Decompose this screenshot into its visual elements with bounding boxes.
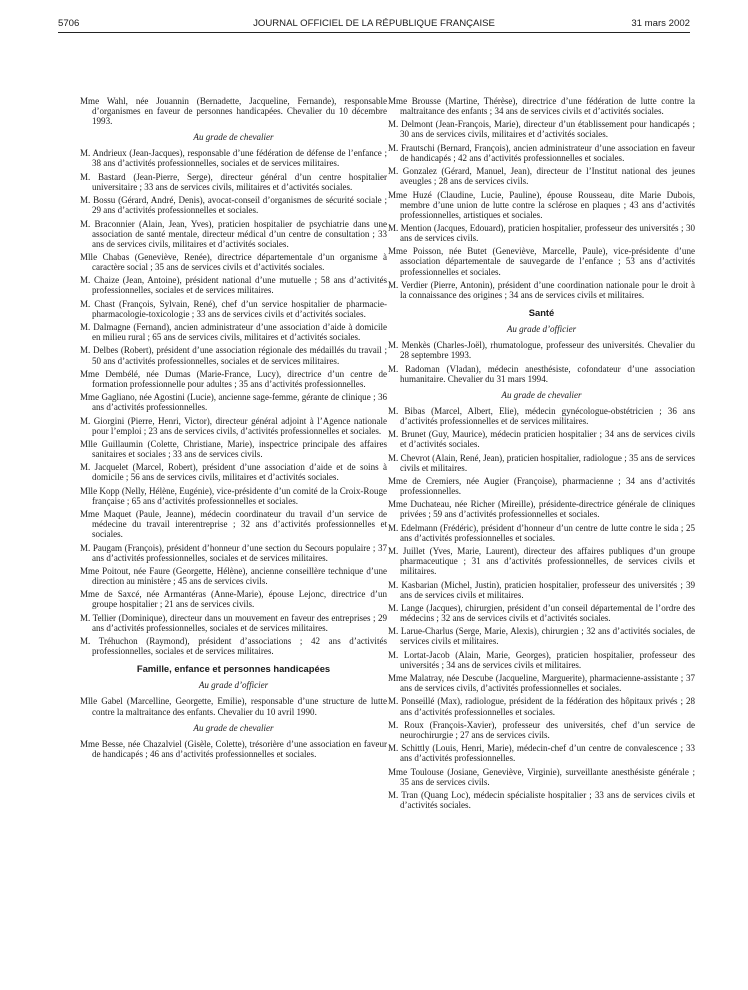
nomination-entry: M. Andrieux (Jean-Jacques), responsable d’une fédération de défense de l’enfance ; 38 ans d’activités professionnelles, sociales et de services militaires. — [80, 148, 387, 169]
nomination-entry: M. Schittly (Louis, Henri, Marie), médecin-chef d’un centre de convalescence ; 33 ans d’activités professionnelles. — [388, 743, 695, 764]
nomination-entry: M. Jacquelet (Marcel, Robert), président d’une association d’aide et de soins à domicile ; 56 ans de services civils, militaires et d’activités sociales. — [80, 462, 387, 483]
nomination-entry: Mme Gagliano, née Agostini (Lucie), ancienne sage-femme, gérante de clinique ; 36 ans d’activités professionnelles. — [80, 392, 387, 413]
grade-heading: Au grade de chevalier — [193, 132, 274, 143]
nomination-entry: M. Chast (François, Sylvain, René), chef d’un service hospitalier de pharmacie-pharmacologie-toxicologie ; 33 ans de services civils et d’activités sociales. — [80, 298, 387, 319]
nomination-entry: M. Bibas (Marcel, Albert, Elie), médecin gynécologue-obstétricien ; 36 ans d’activités professionnelles et de services militaires. — [388, 405, 695, 426]
nomination-entry: M. Chevrot (Alain, René, Jean), praticien hospitalier, radiologue ; 35 ans de services civils et militaires. — [388, 452, 695, 473]
right-column — [388, 96, 695, 813]
nomination-entry: M. Verdier (Pierre, Antonin), président d’une coordination nationale pour le droit à la connaissance des origines ; 34 ans de services civils et militaires. — [388, 279, 695, 300]
grade-heading: Au grade de chevalier — [501, 389, 582, 400]
nomination-entry: Mme Poisson, née Butet (Geneviève, Marcelle, Paule), vice-présidente d’une association départementale de sauvegarde de l’enfance ; 53 ans d’activités professionnelles et sociales. — [388, 246, 695, 277]
nomination-entry: M. Frautschi (Bernard, François), ancien administrateur d’une association en faveur de handicapés ; 42 ans d’activités professionnelles et sociales. — [388, 142, 695, 163]
nomination-entry: Mme Dembélé, née Dumas (Marie-France, Lucy), directrice d’un centre de formation professionnelle pour adultes ; 35 ans d’activités professionnelles. — [80, 368, 387, 389]
nomination-entry: M. Delmont (Jean-François, Marie), directeur d’un établissement pour handicapés ; 30 ans de services civils, militaires et d’activités sociales. — [388, 119, 695, 140]
section-heading: Famille, enfance et personnes handicapées — [136, 663, 331, 675]
nomination-entry: M. Kasbarian (Michel, Justin), praticien hospitalier, professeur des universités ; 39 ans de services civils et militaires. — [388, 579, 695, 600]
nomination-entry: M. Tran (Quang Loc), médecin spécialiste hospitalier ; 33 ans de services civils et d’activités sociales. — [388, 789, 695, 811]
nomination-entry: Mme Poitout, née Faure (Georgette, Hélène), ancienne conseillère technique d’une direction au ministère ; 45 ans de services civils. — [80, 565, 387, 587]
nomination-entry: M. Ponseillé (Max), radiologue, président de la fédération des hôpitaux privés ; 28 ans d’activités professionnelles et sociales. — [388, 696, 695, 717]
nomination-entry: M. Bastard (Jean-Pierre, Serge), directeur général d’un centre hospitalier universitaire ; 33 ans de services civils, militaires et d’activités sociales. — [80, 171, 387, 192]
nomination-entry: M. Edelmann (Frédéric), président d’honneur d’un centre de lutte contre le sida ; 25 ans d’activités professionnelles et sociales. — [388, 522, 695, 543]
nomination-entry: Mme Brousse (Martine, Thérèse), directrice d’une fédération de lutte contre la maltraitance des enfants ; 34 ans de services civils et d’activités sociales. — [388, 96, 695, 117]
nomination-entry: Mme de Cremiers, née Augier (Françoise), pharmacienne ; 34 ans d’activités professionnelles. — [388, 475, 695, 497]
nomination-entry: M. Radoman (Vladan), médecin anesthésiste, cofondateur d’une association humanitaire. Chevalier du 31 mars 1994. — [388, 363, 695, 384]
nomination-entry: Mlle Kopp (Nelly, Hélène, Eugénie), vice-présidente d’un comité de la Croix-Rouge française ; 65 ans d’activités professionnelles et sociales. — [80, 485, 387, 506]
journal-title: JOURNAL OFFICIEL DE LA RÉPUBLIQUE FRANÇAISE — [253, 18, 495, 29]
nomination-entry: M. Bossu (Gérard, André, Denis), avocat-conseil d’organismes de sécurité sociale ; 29 ans d’activités professionnelles et sociales. — [80, 195, 387, 216]
grade-heading: Au grade d’officier — [506, 324, 577, 335]
nomination-entry: Mme Malatray, née Descube (Jacqueline, Marguerite), pharmacienne-assistante ; 37 ans de services civils, d’activités professionnelles et sociales. — [388, 673, 695, 694]
nomination-entry: Mlle Chabas (Geneviève, Renée), directrice départementale d’un organisme à caractère social ; 35 ans de services civils et d’activités sociales. — [80, 251, 387, 273]
nomination-entry: M. Larue-Charlus (Serge, Marie, Alexis), chirurgien ; 32 ans d’activités sociales, de services civils et militaires. — [388, 626, 695, 647]
grade-heading: Au grade d’officier — [198, 680, 269, 691]
page-number: 5706 — [58, 18, 80, 29]
page-header — [58, 18, 690, 33]
nomination-entry: M. Brunet (Guy, Maurice), médecin praticien hospitalier ; 34 ans de services civils et d’activités sociales. — [388, 429, 695, 450]
left-column — [80, 96, 387, 762]
nomination-entry: M. Mention (Jacques, Edouard), praticien hospitalier, professeur des universités ; 30 ans de services civils. — [388, 222, 695, 244]
nomination-entry: M. Lange (Jacques), chirurgien, président d’un conseil départemental de l’ordre des médecins ; 32 ans de services civils et d’activités sociales. — [388, 602, 695, 624]
nomination-entry: M. Braconnier (Alain, Jean, Yves), praticien hospitalier de psychiatrie dans une association de santé mentale, directeur médical d’un centre de consultation ; 33 ans de services civils, militaires et d’activités sociales. — [80, 218, 387, 249]
nomination-entry: M. Juillet (Yves, Marie, Laurent), directeur des affaires publiques d’un groupe pharmaceutique ; 31 ans d’activités professionnelles, de services civils et militaires. — [388, 546, 695, 577]
nomination-entry: M. Lortat-Jacob (Alain, Marie, Georges), praticien hospitalier, professeur des universités ; 34 ans de services civils et militaires. — [388, 649, 695, 670]
nomination-entry: Mlle Guillaumin (Colette, Christiane, Marie), inspectrice principale des affaires sanitaires et sociales ; 33 ans de services civils. — [80, 438, 387, 460]
nomination-entry: M. Paugam (François), président d’honneur d’une section du Secours populaire ; 37 ans d’activités professionnelles, sociales et de services militaires. — [80, 542, 387, 563]
nomination-entry: Mme de Saxcé, née Armantéras (Anne-Marie), épouse Lejonc, directrice d’un groupe hospitalier ; 21 ans de services civils. — [80, 589, 387, 610]
nomination-entry: M. Giorgini (Pierre, Henri, Victor), directeur général adjoint à l’Agence nationale pour l’emploi ; 23 ans de services civils, d’activités professionnelles et sociales. — [80, 415, 387, 436]
nomination-entry: M. Roux (François-Xavier), professeur des universités, chef d’un service de neurochirurgie ; 27 ans de services civils. — [388, 719, 695, 740]
grade-heading: Au grade de chevalier — [193, 722, 274, 733]
nomination-entry: Mme Maquet (Paule, Jeanne), médecin coordinateur du travail d’un service de médecine du travail interentreprise ; 32 ans d’activités professionnelles et sociales. — [80, 509, 387, 540]
nomination-entry: M. Gonzalez (Gérard, Manuel, Jean), directeur de l’Institut national des jeunes aveugles ; 28 ans de services civils. — [388, 166, 695, 187]
nomination-entry: Mme Huzé (Claudine, Lucie, Pauline), épouse Rousseau, dite Marie Dubois, membre d’une union de lutte contre la sclérose en plaques ; 43 ans d’activités professionnelles, artistiques et sociales. — [388, 189, 695, 220]
nomination-entry: M. Tréhuchon (Raymond), président d’associations ; 42 ans d’activités professionnelles, sociales et de services militaires. — [80, 636, 387, 657]
nomination-entry: Mlle Gabel (Marcelline, Georgette, Emilie), responsable d’une structure de lutte contre la maltraitance des enfants. Chevalier du 10 avril 1990. — [80, 696, 387, 717]
nomination-entry: M. Menkès (Charles-Joël), rhumatologue, professeur des universités. Chevalier du 28 septembre 1993. — [388, 340, 695, 361]
nomination-entry: Mme Besse, née Chazalviel (Gisèle, Colette), trésorière d’une association en faveur de handicapés ; 46 ans d’activités professionnelles et sociales. — [80, 738, 387, 759]
publication-date: 31 mars 2002 — [631, 18, 690, 29]
nomination-entry: M. Tellier (Dominique), directeur dans un mouvement en faveur des entreprises ; 29 ans d’activités professionnelles, sociales et de services militaires. — [80, 612, 387, 633]
section-heading: Santé — [528, 307, 555, 318]
nomination-entry: M. Dalmagne (Fernand), ancien administrateur d’une association d’aide à domicile en milieu rural ; 65 ans de services civils, militaires et d’activités sociales. — [80, 322, 387, 343]
nomination-entry: Mme Wahl, née Jouannin (Bernadette, Jacqueline, Fernande), responsable d’organismes en faveur de personnes handicapées. Chevalier du 10 décembre 1993. — [80, 96, 387, 127]
nomination-entry: Mme Duchateau, née Richer (Mireille), présidente-directrice générale de cliniques privées ; 59 ans d’activités professionnelles et sociales. — [388, 499, 695, 520]
nomination-entry: M. Chaize (Jean, Antoine), président national d’une mutuelle ; 58 ans d’activités professionnelles, sociales et de services militaires. — [80, 275, 387, 296]
nomination-entry: M. Delbes (Robert), président d’une association régionale des médaillés du travail ; 50 ans d’activités professionnelles, sociales et de services militaires. — [80, 345, 387, 366]
nomination-entry: Mme Toulouse (Josiane, Geneviève, Virginie), surveillante anesthésiste générale ; 35 ans de services civils. — [388, 766, 695, 787]
